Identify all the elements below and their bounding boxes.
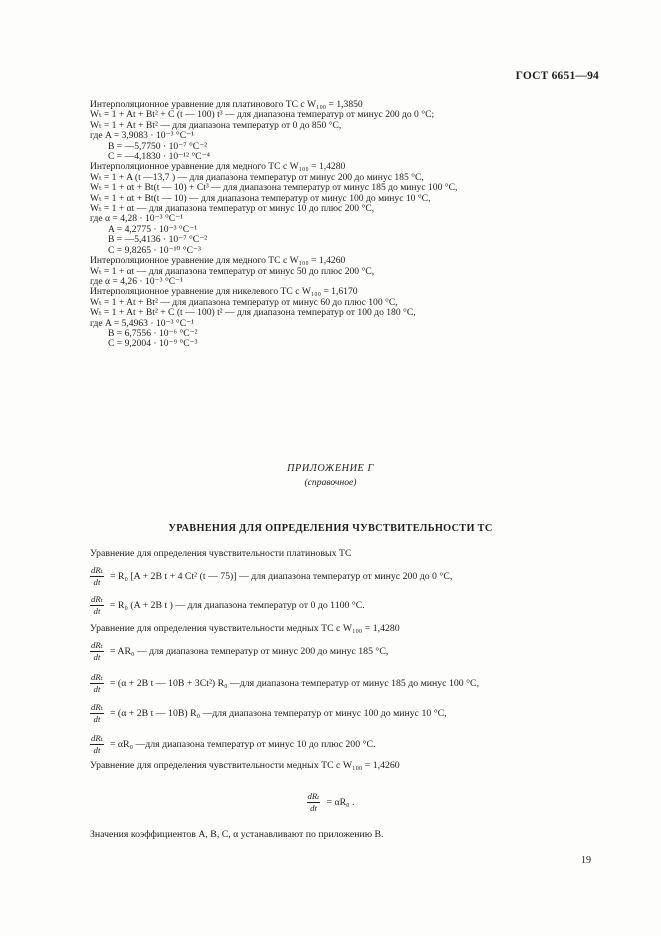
text-line: где A = 3,9083 · 10⁻³ °C⁻¹ xyxy=(90,130,195,142)
text-line: Wₜ = 1 + At + Bt² + C (t — 100) t² — для диапазона температур от 100 до 180 °C, xyxy=(90,307,416,319)
derivative-fraction xyxy=(90,595,104,616)
fraction-numerator: dRₜ xyxy=(91,594,103,604)
text-line: Интерполяционное уравнение для медного ТС с W₁₀₀ = 1,4260 xyxy=(90,255,346,267)
text-line: Интерполяционное уравнение для медного ТС с W₁₀₀ = 1,4280 xyxy=(90,161,346,173)
text-line: Wₜ = 1 + At + Bt² + C (t — 100) t³ — для диапазона температур от минус 200 до 0 °C; xyxy=(90,109,435,121)
equation-row xyxy=(90,673,479,694)
text-line: Wₜ = 1 + αt + Bt(t — 10) + Ct³ — для диапазона температур от минус 185 до минус 100 °C, xyxy=(90,182,458,194)
text-line: A = 4,2775 · 10⁻³ °C⁻¹ xyxy=(108,223,198,235)
text-line: где α = 4,26 · 10⁻³ °C⁻¹ xyxy=(90,275,184,287)
interpolation-equations-block xyxy=(90,100,610,350)
equation-row xyxy=(90,734,375,755)
fraction-denominator: dt xyxy=(93,606,101,616)
standard-header: ГОСТ 6651—94 xyxy=(515,70,599,82)
fraction-numerator: dRₜ xyxy=(91,702,103,712)
equation-row xyxy=(90,566,452,587)
fraction-numerator: dRₜ xyxy=(307,791,320,801)
page-number: 19 xyxy=(581,855,591,866)
text-line: Wₜ = 1 + A (t —13,7 ) — для диапазона температур от минус 200 до минус 185 °C, xyxy=(90,171,424,183)
fraction-denominator: dt xyxy=(93,652,101,662)
fraction-denominator: dt xyxy=(93,577,101,587)
text-line: Wₜ = 1 + αt — для диапазона температур от минус 10 до плюс 200 °C, xyxy=(90,203,375,215)
appendix-subtitle: (справочное) xyxy=(304,477,357,488)
appendix-title: ПРИЛОЖЕНИЕ Г xyxy=(287,463,374,474)
equation-row xyxy=(90,703,447,724)
text-line: где α = 4,28 · 10⁻³ °C⁻¹ xyxy=(90,213,184,225)
fraction-numerator: dRₜ xyxy=(91,565,103,575)
fraction-denominator: dt xyxy=(93,684,101,694)
intro-copper-1426: Уравнение для определения чувствительности медных ТС с W₁₀₀ = 1,4260 xyxy=(90,760,400,771)
derivative-fraction xyxy=(307,792,321,813)
fraction-numerator: dRₜ xyxy=(91,672,103,682)
intro-copper-1428: Уравнение для определения чувствительности медных ТС с W₁₀₀ = 1,4280 xyxy=(90,623,400,634)
section-title: УРАВНЕНИЯ ДЛЯ ОПРЕДЕЛЕНИЯ ЧУВСТВИТЕЛЬНОСТИ ТС xyxy=(168,523,493,534)
equation-text: = (α + 2B t — 10B) R₀ —для диапазона температур от минус 100 до минус 10 °C, xyxy=(109,708,447,719)
equation-text: = (α + 2B t — 10B + 3Ct²) R₀ —для диапазона температур от минус 185 до минус 100 °C, xyxy=(109,678,480,689)
text-line: Wₜ = 1 + αt — для диапазона температур от минус 50 до плюс 200 °C, xyxy=(90,265,375,277)
text-line: C = —4,1830 · 10⁻¹² °C⁻⁴ xyxy=(108,151,211,163)
text-line: Wₜ = 1 + At + Bt² — для диапазона температур от 0 до 850 °C, xyxy=(90,119,342,131)
text-line: где A = 5,4963 · 10⁻³ °C⁻¹ xyxy=(90,317,195,329)
text-line: Интерполяционное уравнение для никелевого ТС с W₁₀₀ = 1,6170 xyxy=(90,286,358,298)
text-line: C = 9,8265 · 10⁻¹⁰ °C⁻³ xyxy=(108,244,201,256)
derivative-fraction xyxy=(90,641,104,662)
derivative-fraction xyxy=(90,703,104,724)
text-line: Интерполяционное уравнение для платинового ТС с W₁₀₀ = 1,3850 xyxy=(90,99,363,110)
fraction-numerator: dRₜ xyxy=(91,640,103,650)
derivative-fraction xyxy=(90,734,104,755)
equation-text: = R₀ (A + 2B t ) — для диапазона температур от 0 до 1100 °C. xyxy=(109,600,365,611)
fraction-numerator: dRₜ xyxy=(91,733,103,743)
derivative-fraction xyxy=(90,566,104,587)
text-line: B = 6,7556 · 10⁻⁶ °C⁻² xyxy=(108,327,198,339)
equation-row xyxy=(90,595,365,616)
text-line: Wₜ = 1 + αt + Bt(t — 10) — для диапазона температур от минус 100 до минус 10 °C, xyxy=(90,192,431,204)
fraction-denominator: dt xyxy=(310,803,317,813)
equation-row-centered xyxy=(0,792,661,813)
equation-text: = αR₀ . xyxy=(326,797,355,808)
text-line: C = 9,2004 · 10⁻⁹ °C⁻³ xyxy=(108,338,198,350)
closing-note: Значения коэффициентов A, B, C, α устанавливают по приложению В. xyxy=(90,829,384,840)
fraction-denominator: dt xyxy=(93,714,101,724)
equation-row xyxy=(90,641,388,662)
equation-text: = R₀ [A + 2B t + 4 Ct² (t — 75)] — для диапазона температур от минус 200 до 0 °C, xyxy=(109,571,453,582)
equation-text: = αR₀ —для диапазона температур от минус 10 до плюс 200 °C. xyxy=(109,739,376,750)
text-line: Wₜ = 1 + At + Bt² — для диапазона температур от минус 60 до плюс 100 °C, xyxy=(90,296,398,308)
equation-text: = AR₀ — для диапазона температур от минус 200 до минус 185 °C, xyxy=(109,646,389,657)
text-line: B = —5,4136 · 10⁻⁷ °C⁻² xyxy=(108,234,208,246)
intro-platinum: Уравнение для определения чувствительности платиновых ТС xyxy=(90,548,352,559)
text-line: B = —5,7750 · 10⁻⁷ °C⁻² xyxy=(108,140,208,152)
fraction-denominator: dt xyxy=(93,745,101,755)
derivative-fraction xyxy=(90,673,104,694)
